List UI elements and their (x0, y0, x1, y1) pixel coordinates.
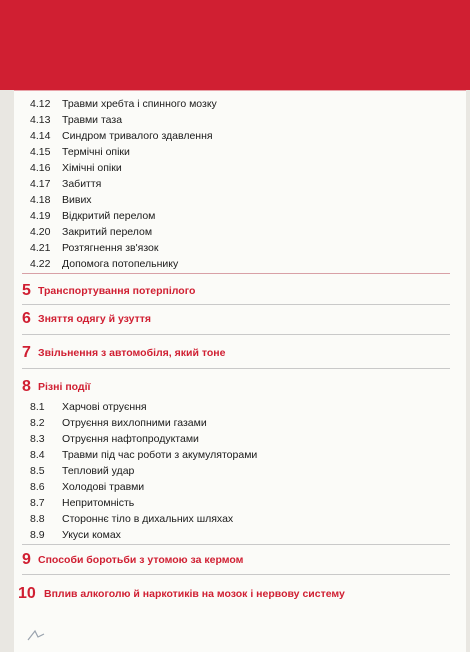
chapter-title: Зняття одягу й узуття (38, 313, 151, 325)
entry-title: Укуси комах (62, 529, 121, 541)
entry-number: 8.7 (30, 497, 45, 509)
entry-title: Стороннє тіло в дихальних шляхах (62, 513, 234, 525)
entry-title: Отруєння вихлопними газами (62, 417, 207, 429)
entry-number: 8.6 (30, 481, 45, 493)
entry-title: Холодові травми (62, 481, 145, 493)
entry-number: 4.15 (30, 146, 51, 158)
chapter-title: Різні події (38, 381, 91, 393)
entry-title: Забиття (62, 178, 102, 190)
chapter-title: Звільнення з автомобіля, який тоне (38, 347, 226, 359)
entry-number: 4.12 (30, 98, 51, 110)
entry-number: 4.21 (30, 242, 51, 254)
entry-number: 8.5 (30, 465, 45, 477)
entry-number: 8.2 (30, 417, 45, 429)
entry-title: Непритомність (62, 497, 135, 509)
chapter-number: 5 (22, 282, 31, 299)
chapter-number: 8 (22, 378, 31, 395)
entry-number: 8.1 (30, 401, 45, 413)
chapter-number: 7 (22, 344, 31, 361)
entry-number: 4.19 (30, 210, 51, 222)
entry-title: Травми під час роботи з акумуляторами (62, 449, 258, 461)
chapter-title: Транспортування потерпілого (38, 285, 196, 297)
chapter-divider (22, 544, 450, 545)
entry-number: 8.4 (30, 449, 45, 461)
entry-title: Хімічні опіки (62, 162, 122, 174)
chapter-title: Способи боротьби з утомою за кермом (38, 554, 244, 566)
entry-title: Тепловий удар (62, 465, 135, 477)
entry-title: Допомога потопельнику (62, 258, 179, 270)
entry-number: 4.22 (30, 258, 51, 270)
entry-title: Синдром тривалого здавлення (62, 130, 213, 142)
chapter-divider (22, 334, 450, 335)
chapter-divider (22, 574, 450, 575)
entry-title: Травми хребта і спинного мозку (62, 98, 217, 110)
chapter-number: 10 (18, 585, 36, 602)
chapter-number: 6 (22, 310, 31, 327)
entry-title: Отруєння нафтопродуктами (62, 433, 199, 445)
entry-number: 8.9 (30, 529, 45, 541)
entry-number: 4.14 (30, 130, 51, 142)
entry-title: Харчові отруєння (62, 401, 147, 413)
entry-number: 4.18 (30, 194, 51, 206)
chapter-divider (22, 273, 450, 274)
entry-number: 8.8 (30, 513, 45, 525)
entry-number: 8.3 (30, 433, 45, 445)
entry-title: Травми таза (62, 114, 123, 126)
entry-number: 4.20 (30, 226, 51, 238)
entry-title: Відкритий перелом (62, 210, 156, 222)
chapter-divider (22, 304, 450, 305)
page-corner-mark-icon (26, 628, 46, 642)
entry-title: Термічні опіки (62, 146, 130, 158)
entry-title: Вивих (62, 194, 92, 206)
entry-number: 4.17 (30, 178, 51, 190)
entry-number: 4.16 (30, 162, 51, 174)
chapter-number: 9 (22, 551, 31, 568)
entry-number: 4.13 (30, 114, 51, 126)
entry-title: Розтягнення зв'язок (62, 242, 159, 254)
entry-title: Закритий перелом (62, 226, 153, 238)
chapter-divider (22, 368, 450, 369)
chapter-title: Вплив алкоголю й наркотиків на мозок і нервову систему (44, 588, 345, 600)
